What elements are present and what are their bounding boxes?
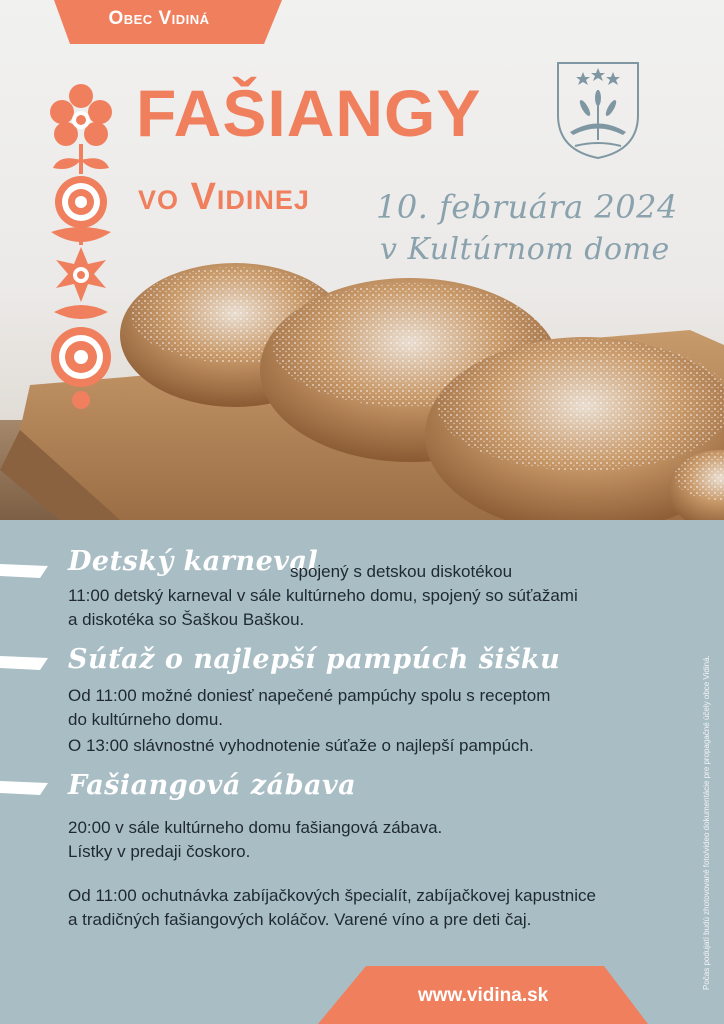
coat-of-arms-icon bbox=[555, 60, 641, 160]
section-line: do kultúrneho domu. bbox=[68, 710, 223, 729]
event-title: FAŠIANGY bbox=[136, 76, 482, 150]
section-heading-suffix: spojený s detskou diskotékou bbox=[290, 562, 513, 581]
arrow-marker-icon bbox=[0, 656, 48, 670]
event-subtitle: vo Vidinej bbox=[138, 176, 310, 218]
municipality-tag: Obec Vidiná bbox=[108, 8, 210, 29]
website-link[interactable]: www.vidina.sk bbox=[418, 985, 549, 1006]
section-line: Od 11:00 možné doniesť napečené pampúchy spolu s receptom bbox=[68, 686, 551, 705]
section-line: O 13:00 slávnostné vyhodnotenie súťaže o najlepší pampúch. bbox=[68, 736, 534, 755]
event-date: 10. februára 2024 bbox=[376, 188, 678, 226]
section-heading-party: Fašiangová zábava bbox=[68, 770, 357, 801]
section-line: 11:00 detský karneval v sále kultúrneho domu, spojený so súťažami bbox=[68, 586, 578, 605]
arrow-marker-icon bbox=[0, 564, 48, 578]
section-heading-carnival: Detský karneval bbox=[68, 546, 319, 577]
photo-consent-note: Počas podujatí budú zhotovované foto/video dokumentácie pre propagačné účely obce Vidiná. bbox=[702, 655, 711, 990]
folk-ornament-icon bbox=[46, 82, 116, 412]
arrow-marker-icon bbox=[0, 781, 48, 795]
event-place: v Kultúrnom dome bbox=[380, 232, 670, 267]
section-heading-contest: Súťaž o najlepší pampúch šišku bbox=[68, 644, 561, 675]
section-line: a tradičných fašiangových koláčov. Varené víno a pre deti čaj. bbox=[68, 910, 532, 929]
section-line: Lístky v predaji čoskoro. bbox=[68, 842, 251, 861]
section-line: a diskotéka so Šaškou Baškou. bbox=[68, 610, 305, 629]
section-line: Od 11:00 ochutnávka zabíjačkových špecialít, zabíjačkovej kapustnice bbox=[68, 886, 596, 905]
section-line: 20:00 v sále kultúrneho domu fašiangová zábava. bbox=[68, 818, 443, 837]
